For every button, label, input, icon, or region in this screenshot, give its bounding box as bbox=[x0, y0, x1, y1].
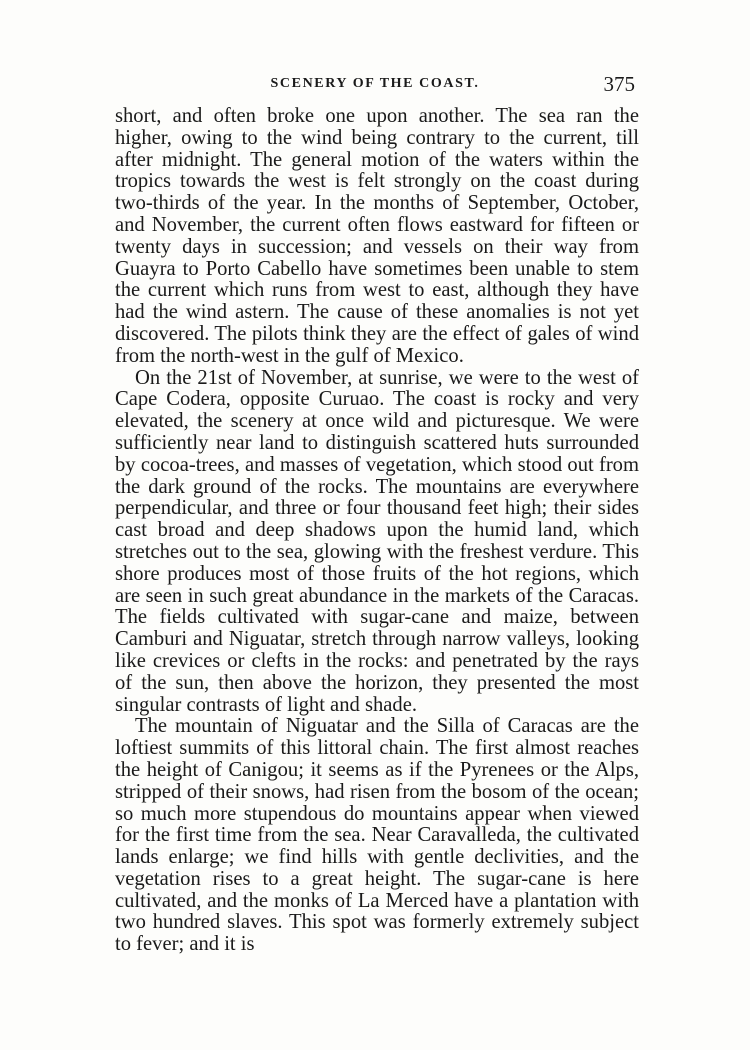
running-head bbox=[115, 72, 635, 100]
paragraph-1: short, and often broke one upon another. The sea ran the higher, owing to the wind being contrary to the current, till after midnight. The general motion of the waters within the tropics towards the west is felt strongly on the coast during two-thirds of the year. In the months of September, October, and November, the current often flows eastward for fifteen or twenty days in succession; and vessels on their way from Guayra to Porto Cabello have sometimes been unable to stem the current which runs from west to east, although they have had the wind astern. The cause of these anomalies is not yet discovered. The pilots think they are the effect of gales of wind from the north-west in the gulf of Mexico. bbox=[115, 105, 639, 367]
running-head-title: SCENERY OF THE COAST. bbox=[270, 76, 480, 91]
body-text bbox=[115, 106, 639, 956]
page-number: 375 bbox=[603, 72, 635, 96]
paragraph-2: On the 21st of November, at sunrise, we were to the west of Cape Codera, opposite Curuao. The coast is rocky and very elevated, the scenery at once wild and picturesque. We were sufficiently near land to distinguish scattered huts surrounded by cocoa-trees, and masses of vegetation, which stood out from the dark ground of the rocks. The mountains are everywhere perpendicular, and three or four thousand feet high; their sides cast broad and deep shadows upon the humid land, which stretches out to the sea, glowing with the freshest verdure. This shore produces most of those fruits of the hot regions, which are seen in such great abundance in the markets of the Caracas. The fields cultivated with sugar-cane and maize, between Camburi and Niguatar, stretch through narrow valleys, looking like crevices or clefts in the rocks: and penetrated by the rays of the sun, then above the horizon, they presented the most singular contrasts of light and shade. bbox=[115, 366, 639, 716]
paragraph-3: The mountain of Niguatar and the Silla of Caracas are the loftiest summits of this littoral chain. The first almost reaches the height of Canigou; it seems as if the Pyrenees or the Alps, stripped of their snows, had risen from the bosom of the ocean; so much more stupendous do mountains appear when viewed for the first time from the sea. Near Caravalleda, the cultivated lands enlarge; we find hills with gentle declivities, and the vegetation rises to a great height. The sugar-cane is here cultivated, and the monks of La Merced have a plantation with two hundred slaves. This spot was formerly extremely subject to fever; and it is bbox=[115, 715, 639, 956]
